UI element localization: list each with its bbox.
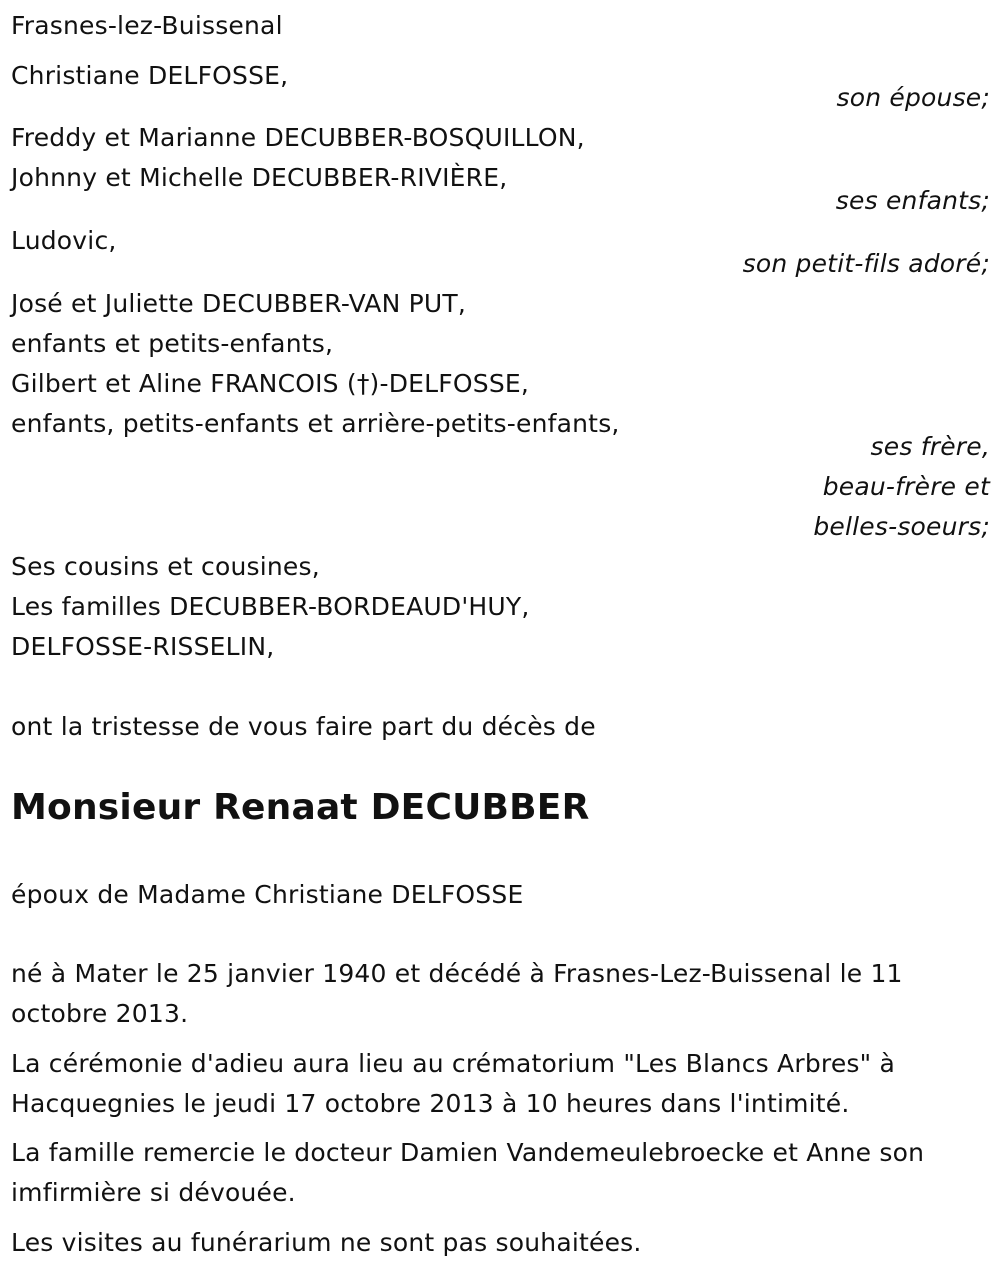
grandson-name: Ludovic,	[11, 226, 117, 255]
grandson-role: son petit-fils adoré;	[742, 249, 990, 278]
thanks-line: imfirmière si dévouée.	[11, 1178, 296, 1207]
sibling-line: enfants, petits-enfants et arrière-petits-enfants,	[11, 409, 620, 438]
spouse-role: son épouse;	[836, 83, 990, 112]
visits-note: Les visites au funérarium ne sont pas souhaitées.	[11, 1228, 642, 1257]
child-line: Johnny et Michelle DECUBBER-RIVIÈRE,	[11, 163, 508, 192]
ceremony-line: Hacquegnies le jeudi 17 octobre 2013 à 10 heures dans l'intimité.	[11, 1089, 850, 1118]
children-role: ses enfants;	[835, 186, 990, 215]
others-line: DELFOSSE-RISSELIN,	[11, 632, 275, 661]
sibling-line: Gilbert et Aline FRANCOIS (†)-DELFOSSE,	[11, 369, 530, 398]
birth-death-line: octobre 2013.	[11, 999, 189, 1028]
child-line: Freddy et Marianne DECUBBER-BOSQUILLON,	[11, 123, 585, 152]
siblings-role-line: ses frère,	[870, 432, 990, 461]
siblings-role-line: belles-soeurs;	[813, 512, 990, 541]
birth-death-line: né à Mater le 25 janvier 1940 et décédé à Frasnes-Lez-Buissenal le 11	[11, 959, 903, 988]
location: Frasnes-lez-Buissenal	[11, 11, 283, 40]
others-line: Les familles DECUBBER-BORDEAUD'HUY,	[11, 592, 530, 621]
others-line: Ses cousins et cousines,	[11, 552, 320, 581]
deceased-name: Monsieur Renaat DECUBBER	[11, 787, 590, 828]
ceremony-line: La cérémonie d'adieu aura lieu au crématorium "Les Blancs Arbres" à	[11, 1049, 895, 1078]
announcement-intro: ont la tristesse de vous faire part du décès de	[11, 712, 596, 741]
sibling-line: José et Juliette DECUBBER-VAN PUT,	[11, 289, 467, 318]
siblings-role-line: beau-frère et	[822, 472, 990, 501]
spouse-of: époux de Madame Christiane DELFOSSE	[11, 880, 524, 909]
spouse-name: Christiane DELFOSSE,	[11, 61, 289, 90]
thanks-line: La famille remercie le docteur Damien Vandemeulebroecke et Anne son	[11, 1138, 925, 1167]
sibling-line: enfants et petits-enfants,	[11, 329, 334, 358]
